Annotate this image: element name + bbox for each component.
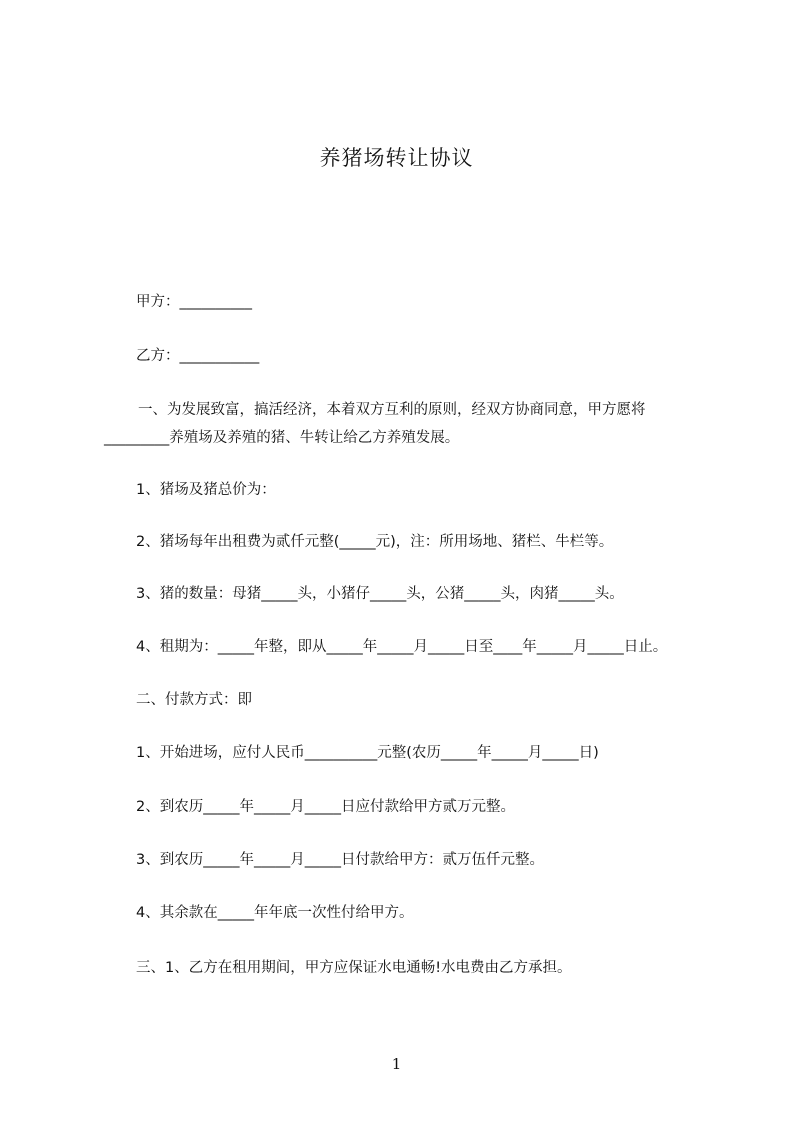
page-number: 1 [391, 1055, 402, 1073]
clause-1-line-2: _________养殖场及养殖的猪、牛转让给乙方养殖发展。 [104, 430, 460, 446]
clause-1-line-1: 一、为发展致富，搞活经济，本着双方互利的原则，经双方协商同意，甲方愿将 [138, 402, 646, 418]
payment-3: 3、到农历_____年_____月_____日付款给甲方：贰万伍仟元整。 [136, 852, 544, 868]
party-a-line: 甲方：__________ [136, 294, 252, 310]
document-title: 养猪场转让协议 [319, 146, 474, 170]
item-3: 3、猪的数量：母猪_____头，小猪仔_____头，公猪_____头，肉猪_____头。 [136, 586, 624, 602]
section-2-heading: 二、付款方式：即 [136, 692, 252, 708]
payment-4: 4、其余款在_____年年底一次性付给甲方。 [136, 905, 414, 921]
payment-1: 1、开始进场，应付人民币__________元整(农历_____年_____月_____日) [136, 745, 599, 761]
party-b-line: 乙方：___________ [136, 348, 260, 364]
item-1: 1、猪场及猪总价为： [136, 482, 276, 498]
section-3-line: 三、1、乙方在租用期间，甲方应保证水电通畅!水电费由乙方承担。 [136, 960, 572, 976]
item-2: 2、猪场每年出租费为贰仟元整(_____元)，注：所用场地、猪栏、牛栏等。 [136, 534, 614, 550]
item-4: 4、租期为：_____年整，即从_____年_____月_____日至____年_____月_____日止。 [136, 639, 668, 655]
payment-2: 2、到农历_____年_____月_____日应付款给甲方贰万元整。 [136, 799, 515, 815]
